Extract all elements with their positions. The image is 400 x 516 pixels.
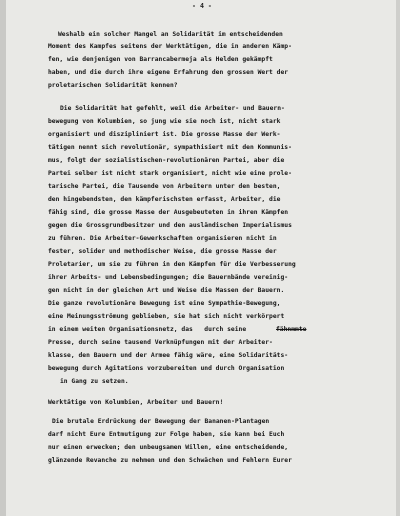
text-line: den hingebendsten, den kämpferischsten erfasst, Arbeiter, die — [48, 196, 281, 203]
struck-word: fähnmmte — [276, 326, 307, 333]
text-line: mus, folgt der sozialistischen-revolutionären Partei, aber die — [48, 157, 285, 164]
page-number: - 4 - — [192, 2, 212, 10]
scan-right-edge — [396, 0, 400, 516]
text-line: zu führen. Die Arbeiter-Gewerkschaften organisieren nicht in — [48, 235, 277, 242]
text-line: Werktätige von Kolumbien, Arbeiter und Bauern! — [48, 399, 224, 406]
text-line: ihrer Arbeits- und Lebensbedingungen; die Bauernbände vereinig- — [48, 274, 289, 281]
text-line: klasse, den Bauern und der Armee fähig wäre, eine Solidaritäts- — [48, 352, 289, 359]
text-line: gegen die Grossgrundbesitzer und den ausländischen Imperialismus — [48, 222, 292, 229]
text-line: tarische Partei, die Tausende von Arbeitern unter den besten, — [48, 183, 281, 190]
text-line: gen nicht in der gleichen Art und Weise die Massen der Bauern. — [48, 287, 285, 294]
text-line: glänzende Revanche zu nehmen und den Schwächen und Fehlern Eurer — [48, 457, 292, 464]
text-line: Die brutale Erdrückung der Bewegung der Bananen-Plantagen — [52, 418, 270, 425]
text-line: in einem weiten Organisationsnetz, das durch seine — [48, 326, 247, 333]
text-line: tätigen nennt sich revolutionär, sympathisiert mit den Kommunis- — [48, 144, 292, 151]
text-line: fen, wie denjenigen von Barrancabermeja als Helden gekämpft — [48, 56, 273, 63]
text-line: darf nicht Eure Entmutigung zur Folge haben, sie kann bei Euch — [48, 431, 285, 438]
text-line: Moment des Kampfes seitens der Werktätigen, die in anderen Kämp- — [48, 43, 292, 50]
text-line: Die Solidarität hat gefehlt, weil die Arbeiter- und Bauern- — [60, 105, 285, 112]
text-line: Weshalb ein solcher Mangel an Solidarität im entscheidenden — [58, 31, 283, 38]
text-line: bewegung von Kolumbien, so jung wie sie noch ist, nicht stark — [48, 118, 281, 125]
text-line: fähig sind, die grosse Masse der Ausgebeuteten in ihren Kämpfen — [48, 209, 289, 216]
text-line: Proletarier, um sie zu führen in den Kämpfen für die Verbesserung — [48, 261, 296, 268]
text-line: Presse, durch seine tausend Verknüpfungen mit der Arbeiter- — [48, 339, 273, 346]
text-line: Partei selber ist nicht stark organisiert, nicht wie eine prole- — [48, 170, 292, 177]
text-line: nur einen erwecken; den unbeugsamen Willen, eine entscheidende, — [48, 444, 289, 451]
scan-left-edge — [0, 0, 6, 516]
text-line: haben, und die durch ihre eigene Erfahrung den grossen Wert der — [48, 69, 289, 76]
text-line: bewegung durch Agitations vorzubereiten und durch Organisation — [48, 365, 285, 372]
text-line: fester, solider und methodischer Weise, die grosse Masse der — [48, 248, 277, 255]
text-line: eine Meinungsströmung geblieben, sie hat sich nicht verkörpert — [48, 313, 285, 320]
text-line: Die ganze revolutionäre Bewegung ist eine Sympathie-Bewegung, — [48, 300, 281, 307]
text-line: in Gang zu setzen. — [60, 378, 129, 385]
text-line: organisiert und diszipliniert ist. Die grosse Masse der Werk- — [48, 131, 281, 138]
typed-text-body — [46, 0, 394, 464]
text-line: proletarischen Solidarität kennen? — [48, 82, 178, 89]
